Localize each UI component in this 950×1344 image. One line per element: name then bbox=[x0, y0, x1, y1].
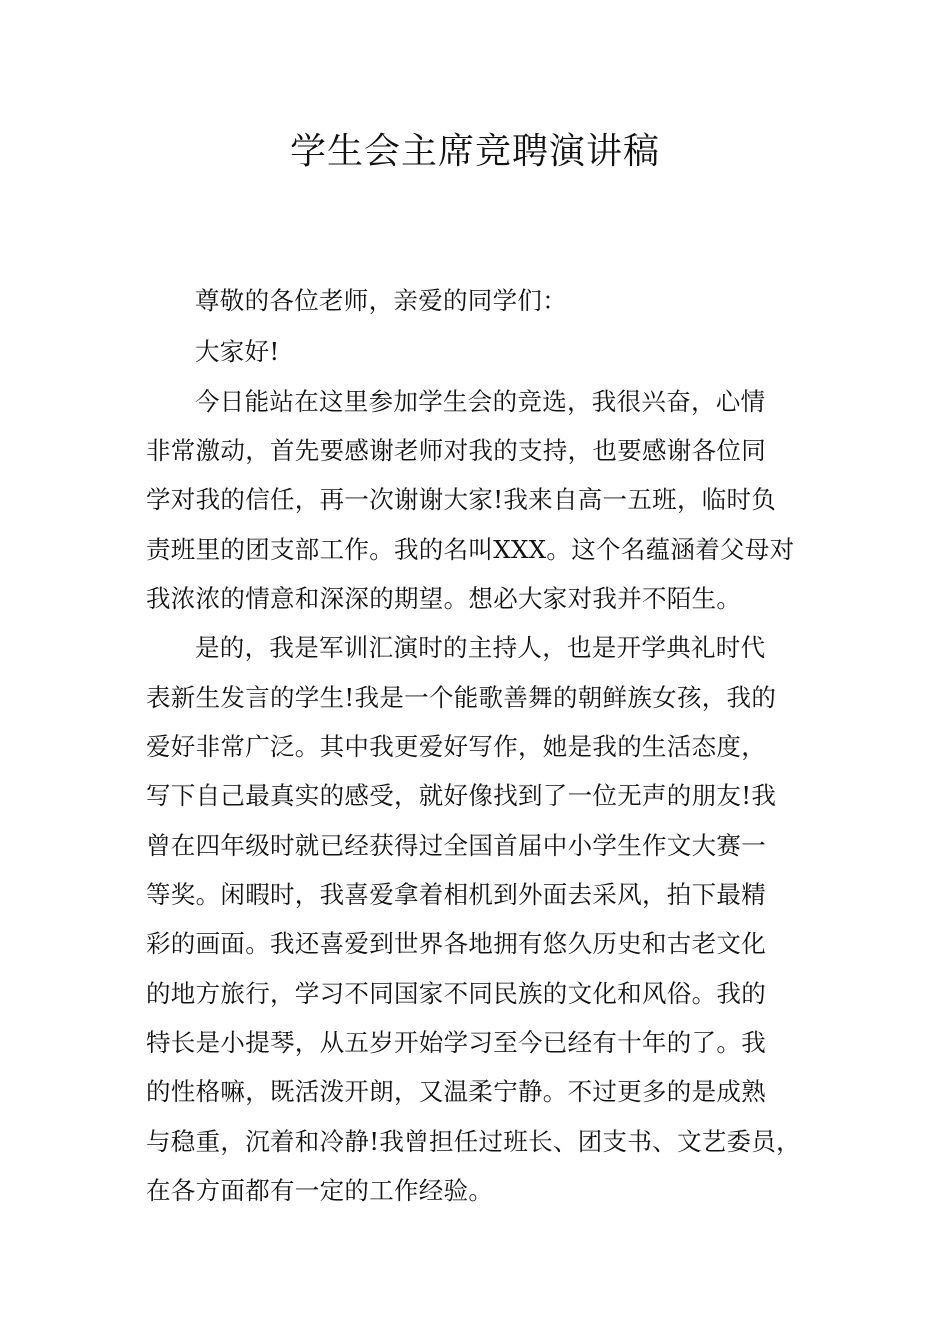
paragraph-1-line-5: 我浓浓的情意和深深的期望。想必大家对我并不陌生。 bbox=[146, 584, 742, 613]
paragraph-2-line-9: 特长是小提琴，从五岁开始学习至今已经有十年的了。我 bbox=[146, 1028, 766, 1057]
paragraph-2-line-11: 与稳重，沉着和冷静!我曾担任过班长、团支书、文艺委员， bbox=[146, 1127, 801, 1156]
salutation-line: 尊敬的各位老师，亲爱的同学们： bbox=[195, 286, 567, 315]
paragraph-1-line-4: 责班里的团支部工作。我的名叫XXX。这个名蕴涵着父母对 bbox=[146, 535, 795, 564]
paragraph-2-line-3: 爱好非常广泛。其中我更爱好写作，她是我的生活态度， bbox=[146, 732, 766, 761]
paragraph-2-line-10: 的性格嘛，既活泼开朗，又温柔宁静。不过更多的是成熟 bbox=[146, 1077, 766, 1106]
paragraph-1-line-3: 学对我的信任，再一次谢谢大家!我来自高一五班，临时负 bbox=[146, 485, 777, 514]
paragraph-2-line-12: 在各方面都有一定的工作经验。 bbox=[146, 1176, 494, 1205]
paragraph-2-line-5: 曾在四年级时就已经获得过全国首届中小学生作文大赛一 bbox=[146, 831, 766, 860]
paragraph-2-line-7: 彩的画面。我还喜爱到世界各地拥有悠久历史和古老文化 bbox=[146, 929, 766, 958]
paragraph-1-line-2: 非常激动，首先要感谢老师对我的支持，也要感谢各位同 bbox=[146, 436, 766, 465]
paragraph-2-line-2: 表新生发言的学生!我是一个能歌善舞的朝鲜族女孩，我的 bbox=[146, 683, 777, 712]
document-title: 学生会主席竞聘演讲稿 bbox=[289, 131, 660, 172]
paragraph-1-line-1: 今日能站在这里参加学生会的竞选，我很兴奋，心情 bbox=[195, 387, 766, 416]
paragraph-2-line-8: 的地方旅行，学习不同国家不同民族的文化和风俗。我的 bbox=[146, 979, 766, 1008]
paragraph-2-line-6: 等奖。闲暇时，我喜爱拿着相机到外面去采风，拍下最精 bbox=[146, 880, 766, 909]
paragraph-2-line-4: 写下自己最真实的感受，就好像找到了一位无声的朋友!我 bbox=[146, 781, 777, 810]
paragraph-2-line-1: 是的，我是军训汇演时的主持人，也是开学典礼时代 bbox=[195, 633, 766, 662]
greeting-line: 大家好! bbox=[195, 337, 280, 366]
